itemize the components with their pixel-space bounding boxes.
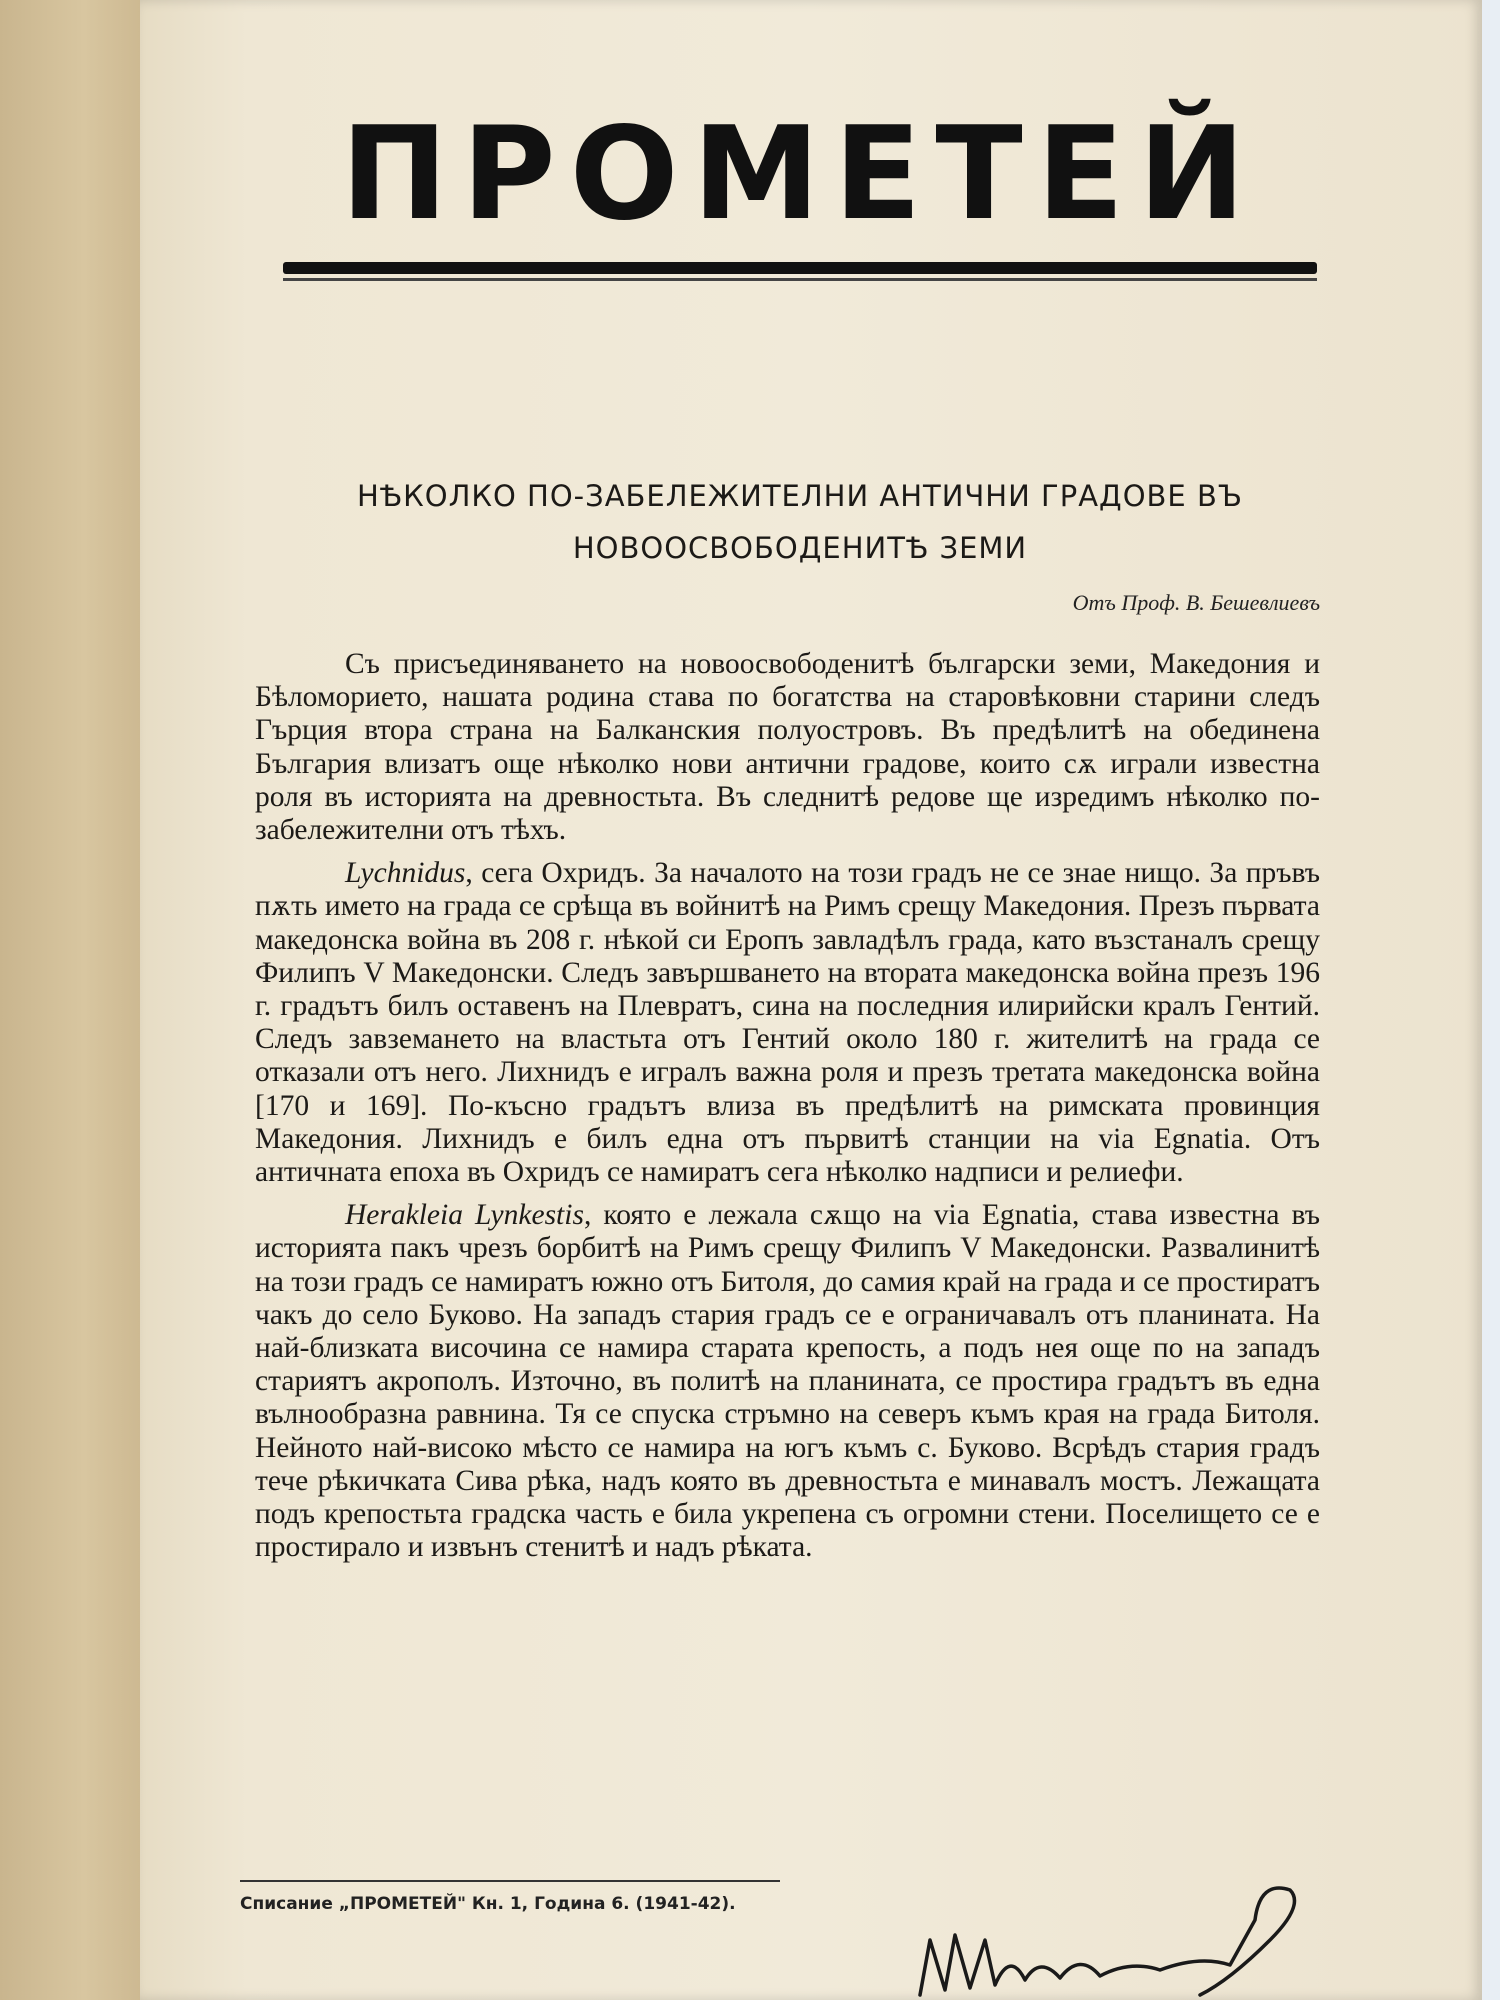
adjacent-page-edge [0,0,140,2000]
footer-rule [240,1880,780,1882]
masthead-rule [283,262,1317,274]
paragraph [255,1199,1320,1564]
paragraph-lead: Lychnidus [345,857,466,890]
paragraph-text: , която е лежала сѫщо на via Egnatia, става известна въ историята пакъ чрезъ борбитѣ на Римъ срещу Филипъ V Македонски. Развалинитѣ на този градъ се намиратъ южно отъ Битоля, до самия край на града и се простиратъ чакъ до село Буково. На западъ стария градъ се е ограничавалъ отъ планината. На най-близката височина се намира старата крепость, а подъ нея още по на западъ стариятъ акрополъ. Източно, въ политѣ на планината, се простира градътъ въ една вълнообразна равнина. Тя се спуска стръмно на северъ къмъ края на града Битоля. Нейното най-високо мѣсто се намира на югъ къмъ с. Буково. Всрѣдъ стария градъ тече рѣкичката Сива рѣка, надъ която въ древностьта е минавалъ мостъ. Лежащата подъ крепостьта градска часть е била укрепена съ огромни стени. Поселището се е простирало и извънъ стенитѣ и надъ рѣката. [255,1199,1320,1564]
article-body [255,648,1320,1574]
article-title [250,470,1350,574]
footer-citation: Списание „ПРОМЕТЕЙ" Кн. 1, Година 6. (1941-42). [240,1894,736,1914]
masthead-title: ПРОМЕТЕЙ [340,100,1260,249]
paragraph-text: , сега Охридъ. За началото на този градъ не се знае нищо. За пръвъ пѫть името на града се срѣща въ войнитѣ на Римъ срещу Македония. Презъ първата македонска война въ 208 г. нѣкой си Еропъ завладѣлъ града, като възстаналъ срещу Филипъ V Македонски. Следъ завършването на втората македонска война презъ 196 г. градътъ билъ оставенъ на Плевратъ, сина на последния илирийски кралъ Гентий. Следъ завземането на властьта отъ Гентий около 180 г. жителитѣ на града се отказали отъ него. Лихнидъ е игралъ важна роля и презъ третата македонска война [170 и 169]. По-късно градътъ влиза въ предѣлитѣ на римската провинция Македония. Лихнидъ е билъ една отъ първитѣ станции на via Egnatia. Отъ античната епоха въ Охридъ се намиратъ сега нѣколко надписи и релиефи. [255,857,1320,1189]
byline: Отъ Проф. В. Бешевлиевъ [1072,590,1320,615]
paragraph [255,648,1320,847]
paragraph-text: Съ присъединяването на новоосвободенитѣ български земи, Македония и Бѣломорието, нашата родина става по богатства на старовѣковни старини следъ Гърция втора страна на Балканския полуостровъ. Въ предѣлитѣ на обединена България влизатъ още нѣколко нови антични градове, които сѫ играли известна роля въ историята на древностьта. Въ следнитѣ редове ще изредимъ нѣколко по-забележителни отъ тѣхъ. [255,648,1320,847]
masthead-rule-thin [283,278,1317,281]
paragraph [255,857,1320,1189]
background-strip [1482,0,1500,2000]
article-title-line-2: НОВООСВОБОДЕНИТѢ ЗЕМИ [572,531,1028,565]
handwritten-signature [900,1860,1400,2000]
paragraph-lead: Herakleia Lynkestis [345,1199,584,1232]
article-title-line-1: НѢКОЛКО ПО-ЗАБЕЛЕЖИТЕЛНИ АНТИЧНИ ГРАДОВЕ ВЪ [357,479,1243,513]
